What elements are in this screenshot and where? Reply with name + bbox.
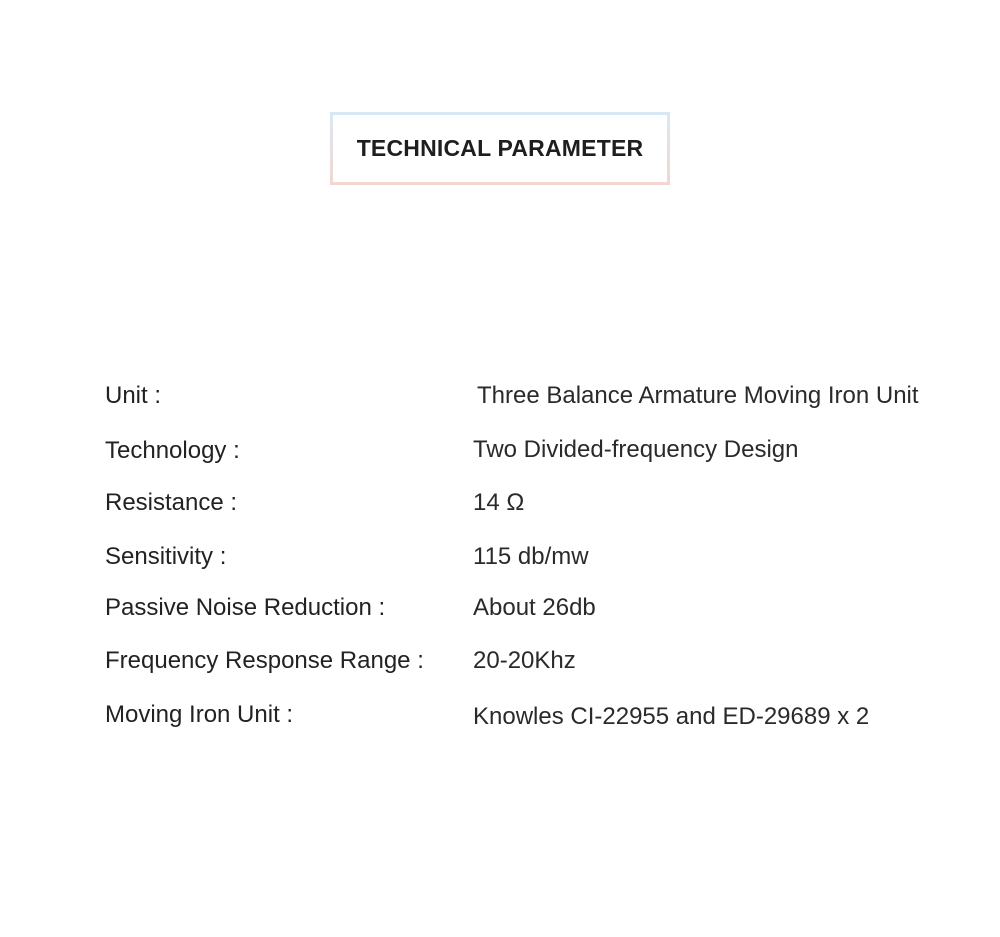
param-label-technology: Technology : [105, 437, 240, 464]
param-value-frequency-response: 20-20Khz [473, 647, 576, 674]
section-title: TECHNICAL PARAMETER [356, 135, 644, 161]
param-label-resistance: Resistance : [105, 489, 238, 516]
param-value-technology: Two Divided-frequency Design [473, 436, 799, 463]
param-label-frequency-response: Frequency Response Range : [105, 647, 424, 674]
param-value-sensitivity: 115 db/mw [473, 543, 589, 570]
param-value-resistance: 14 Ω [473, 489, 525, 516]
param-value-unit: Three Balance Armature Moving Iron Unit [477, 382, 919, 409]
param-value-noise-reduction: About 26db [473, 594, 596, 621]
param-label-unit: Unit : [105, 382, 162, 409]
param-label-noise-reduction: Passive Noise Reduction : [105, 594, 386, 621]
section-title-frame [330, 112, 670, 185]
param-value-moving-iron-unit: Knowles CI-22955 and ED-29689 x 2 [473, 703, 870, 730]
param-label-sensitivity: Sensitivity : [105, 543, 227, 570]
param-label-moving-iron-unit: Moving Iron Unit : [105, 701, 294, 728]
